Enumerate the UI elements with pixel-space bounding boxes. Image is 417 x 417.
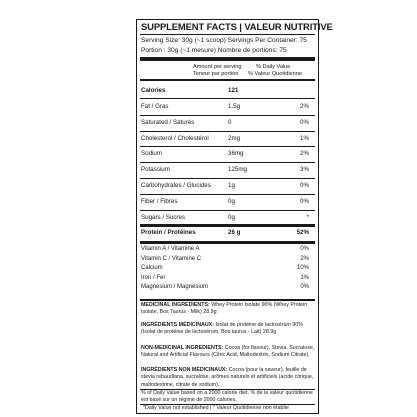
medicinal-ingredients-en (141, 302, 315, 317)
medicinal-text-fr: Isolat de protéine de lactosérum 90% (Isolat de protéine de lactosérum, Bos taurus - Lait) 28.9g (141, 322, 303, 336)
divider (140, 34, 315, 35)
nutrient-label: Fat / Gras (141, 103, 169, 110)
panel-title: SUPPLEMENT FACTS | VALEUR NUTRITIVE (141, 21, 333, 32)
nutrient-amount: 125mg (228, 166, 247, 174)
vitamin-daily-value: 10% (296, 265, 309, 272)
nutrient-row (140, 162, 315, 178)
vitamin-daily-value: 0% (300, 284, 309, 291)
nonmed-head-en: NON-MEDICINAL INGREDIENTS: (141, 345, 224, 351)
medicinal-text-en: Whey Protein Isolate 90% (Whey Protein Isolate, Bos Taurus - Milk) 28.9g (141, 302, 308, 316)
medicinal-ingredients-fr (141, 322, 315, 337)
vitamin-label: Calcium (141, 265, 163, 272)
vitamin-label: Magnesium / Magnésium (141, 284, 209, 291)
nutrient-row (140, 210, 315, 226)
nutrient-amount: 1.5g (228, 103, 241, 110)
nutrient-row (140, 225, 315, 241)
nutrient-amount: 0g (228, 213, 235, 221)
nutrient-row (140, 178, 315, 194)
nutrient-amount: 2mg (228, 134, 241, 142)
divider (140, 79, 315, 81)
nutrient-label: Carbohydrates / Glucides (141, 182, 211, 189)
nutrient-daily-value: * (306, 213, 309, 221)
dv-header-fr: % Valeur Quotidienne (248, 71, 303, 77)
nutrient-row (140, 115, 315, 131)
vitamin-label: Vitamin C / Vitamine C (141, 255, 202, 262)
serving-size-en: Serving Size: 30g (~1 scoop) Servings Per Container: 75 (141, 37, 307, 44)
nutrient-daily-value: 0% (300, 182, 309, 189)
thick-divider (140, 57, 315, 61)
nutrient-amount: 0 (228, 118, 232, 126)
not-established-footnote: *Daily Value not established | * Valeur Quotidienne non établie (143, 405, 289, 411)
nonmed-text-fr: Cocoa (pour la saveur), feuille de stevia rebaudiana, sucralose, arômes naturels et artificiels (acide citrique, maltodextrine, citrate de sodium). (141, 367, 314, 388)
amount-header-en: Amount per serving (193, 64, 242, 70)
nutrient-label: Sugars / Sucres (141, 213, 186, 221)
nutrient-daily-value: 2% (300, 150, 309, 158)
divider (140, 241, 315, 244)
nonmedicinal-ingredients-en (141, 345, 315, 360)
nutrient-row (140, 131, 315, 147)
nutrient-label: Fiber / Fibres (141, 197, 178, 205)
medicinal-head-en: MEDICINAL INGREDIENTS: (141, 302, 210, 308)
nutrient-row (140, 99, 315, 115)
nutrient-daily-value: 0% (300, 197, 309, 205)
vitamin-daily-value: 2% (300, 255, 309, 262)
vitamin-daily-value: 0% (300, 246, 309, 252)
nutrient-label: Potassium (141, 166, 170, 174)
vitamin-daily-value: 1% (300, 274, 309, 281)
nutrient-label: Saturated / Saturés (141, 118, 195, 126)
nutrient-daily-value: 0% (300, 118, 309, 126)
nutrient-daily-value: 52% (296, 229, 309, 237)
vitamin-row (140, 255, 315, 264)
serving-size-fr: Portion : 30g (~1 mesure) Nombre de portions: 75 (141, 47, 287, 54)
vitamin-row (140, 274, 315, 283)
nutrient-daily-value: 3% (300, 166, 309, 174)
nutrient-amount: 0g (228, 197, 235, 205)
nutrient-amount: 26 g (228, 229, 241, 237)
calories-row (140, 84, 315, 98)
daily-value-footnote: % of Daily Value based on a 2000 calorie diet. % de la valeur quotidienne est basé sur un régime de 2000 calories. (141, 390, 313, 404)
vitamin-row (140, 264, 315, 273)
calories-label: Calories (141, 87, 166, 94)
vitamin-label: Vitamin A / Vitamine A (141, 246, 200, 252)
vitamin-row (140, 245, 315, 254)
nutrient-amount: 36mg (228, 150, 244, 158)
nutrient-amount: 1g (228, 182, 235, 189)
nutrient-row (140, 146, 315, 162)
vitamin-label: Iron / Fer (141, 274, 166, 281)
nutrient-label: Protein / Protéines (141, 229, 196, 237)
vitamin-row (140, 283, 315, 292)
medicinal-head-fr: INGRÉDIENTS MÉDICINAUX: (141, 322, 214, 328)
nutrient-label: Cholesterol / Cholestérol (141, 134, 209, 142)
dv-header-en: % Daily Value (256, 64, 291, 70)
thick-divider (140, 299, 315, 301)
nutrient-row (140, 194, 315, 210)
nutrient-daily-value: 2% (300, 103, 309, 110)
nonmed-text-en: Cocoa (for flavour), Stevia, Sucralose, Natural and Artificial Flavours (Citric Acid, Maltodextrin, Sodium Citrate). (141, 345, 315, 359)
nutrient-label: Sodium (141, 150, 162, 158)
amount-header-fr: Teneur par portion (193, 71, 239, 77)
nutrient-daily-value: 1% (300, 134, 309, 142)
nutrition-facts-panel (136, 19, 333, 414)
nonmedicinal-ingredients-fr (141, 367, 315, 389)
nonmed-head-fr: INGRÉDIENTS NON MÉDICINAUX: (141, 367, 228, 373)
calories-value: 121 (228, 87, 239, 94)
